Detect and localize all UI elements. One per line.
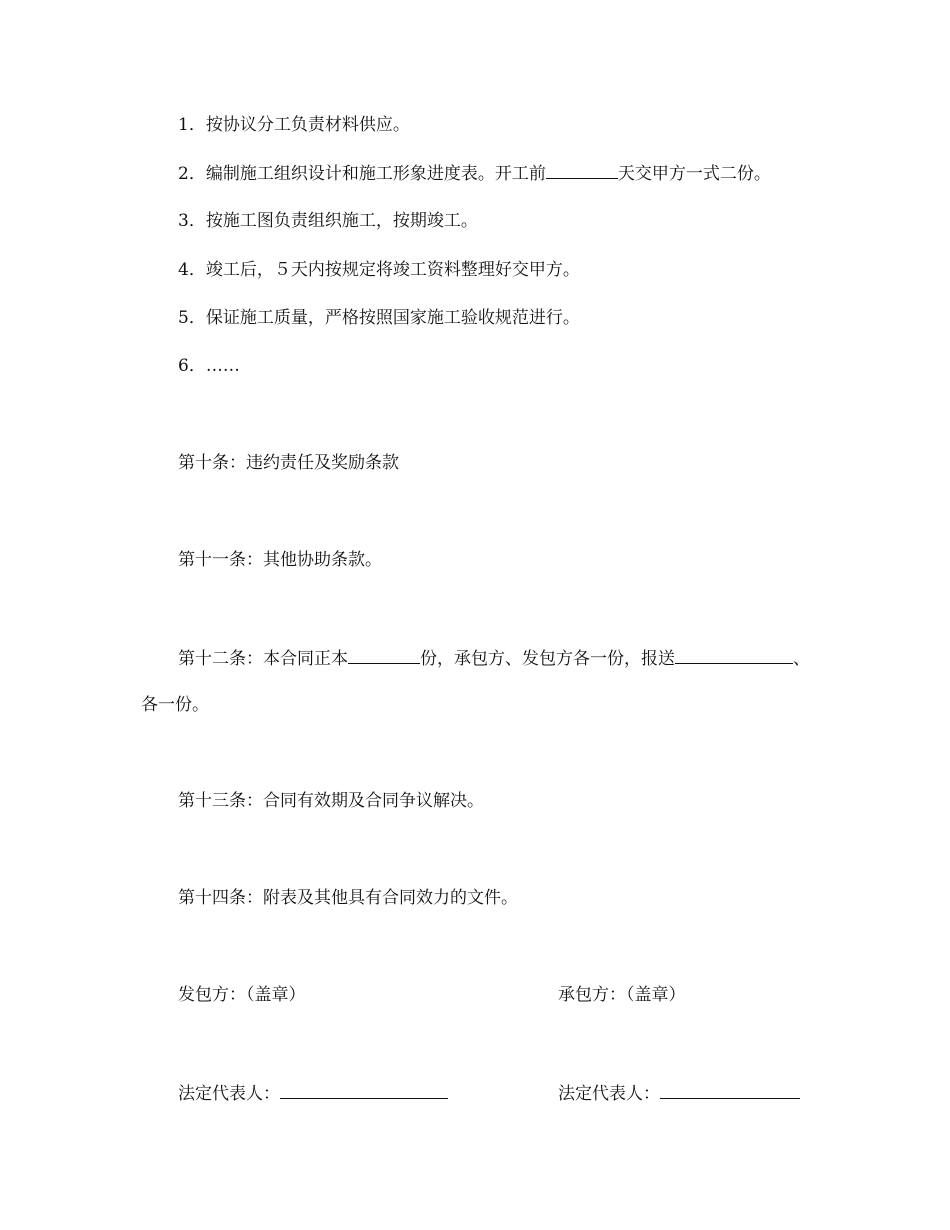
contractor-seal-label: 承包方：（盖章） — [558, 985, 686, 1005]
item-text: 按协议分工负责材料供应。 — [205, 115, 410, 135]
item-number: 3． — [178, 211, 206, 231]
employer-rep-label: 法定代表人： — [178, 1084, 280, 1104]
article-12 — [178, 647, 810, 670]
item-text: 保证施工质量，严格按照国家施工验收规范进行。 — [205, 308, 580, 328]
item-number: 6． — [178, 356, 206, 376]
employer-rep-blank-field[interactable] — [280, 1082, 448, 1099]
report-to-blank-field[interactable] — [675, 647, 793, 664]
item-number: 2． — [178, 164, 206, 184]
item-text: 竣工后，５天内按规定将竣工资料整理好交甲方。 — [205, 260, 580, 280]
days-blank-field[interactable] — [546, 162, 618, 179]
item-number: 1． — [178, 115, 206, 135]
list-item-3 — [178, 210, 478, 232]
list-item-6 — [178, 355, 240, 377]
employer-representative — [178, 1082, 448, 1105]
list-item-2 — [178, 162, 771, 185]
item-number: 4． — [178, 260, 206, 280]
article-12-part-a: 第十二条：本合同正本 — [178, 649, 348, 669]
list-item-5 — [178, 307, 580, 329]
contractor-rep-blank-field[interactable] — [660, 1082, 800, 1099]
item-text: …… — [205, 356, 240, 376]
item-text-before: 编制施工组织设计和施工形象进度表。开工前 — [205, 164, 546, 184]
item-text: 按施工图负责组织施工，按期竣工。 — [205, 211, 478, 231]
contractor-representative — [558, 1082, 800, 1105]
item-number: 5． — [178, 308, 206, 328]
employer-seal-label: 发包方：（盖章） — [178, 985, 306, 1005]
article-12-part-c: 、 — [793, 649, 810, 669]
article-11: 第十一条：其他协助条款。 — [178, 550, 382, 570]
article-12-part-b: 份，承包方、发包方各一份，报送 — [420, 649, 675, 669]
article-13: 第十三条：合同有效期及合同争议解决。 — [178, 791, 484, 811]
list-item-1 — [178, 114, 410, 136]
contractor-rep-label: 法定代表人： — [558, 1084, 660, 1104]
item-text-after: 天交甲方一式二份。 — [617, 164, 771, 184]
article-12-continuation: 各一份。 — [141, 695, 209, 715]
list-item-4 — [178, 259, 580, 281]
article-10: 第十条：违约责任及奖励条款 — [178, 453, 399, 473]
copies-blank-field[interactable] — [348, 647, 420, 664]
article-14: 第十四条：附表及其他具有合同效力的文件。 — [178, 888, 518, 908]
